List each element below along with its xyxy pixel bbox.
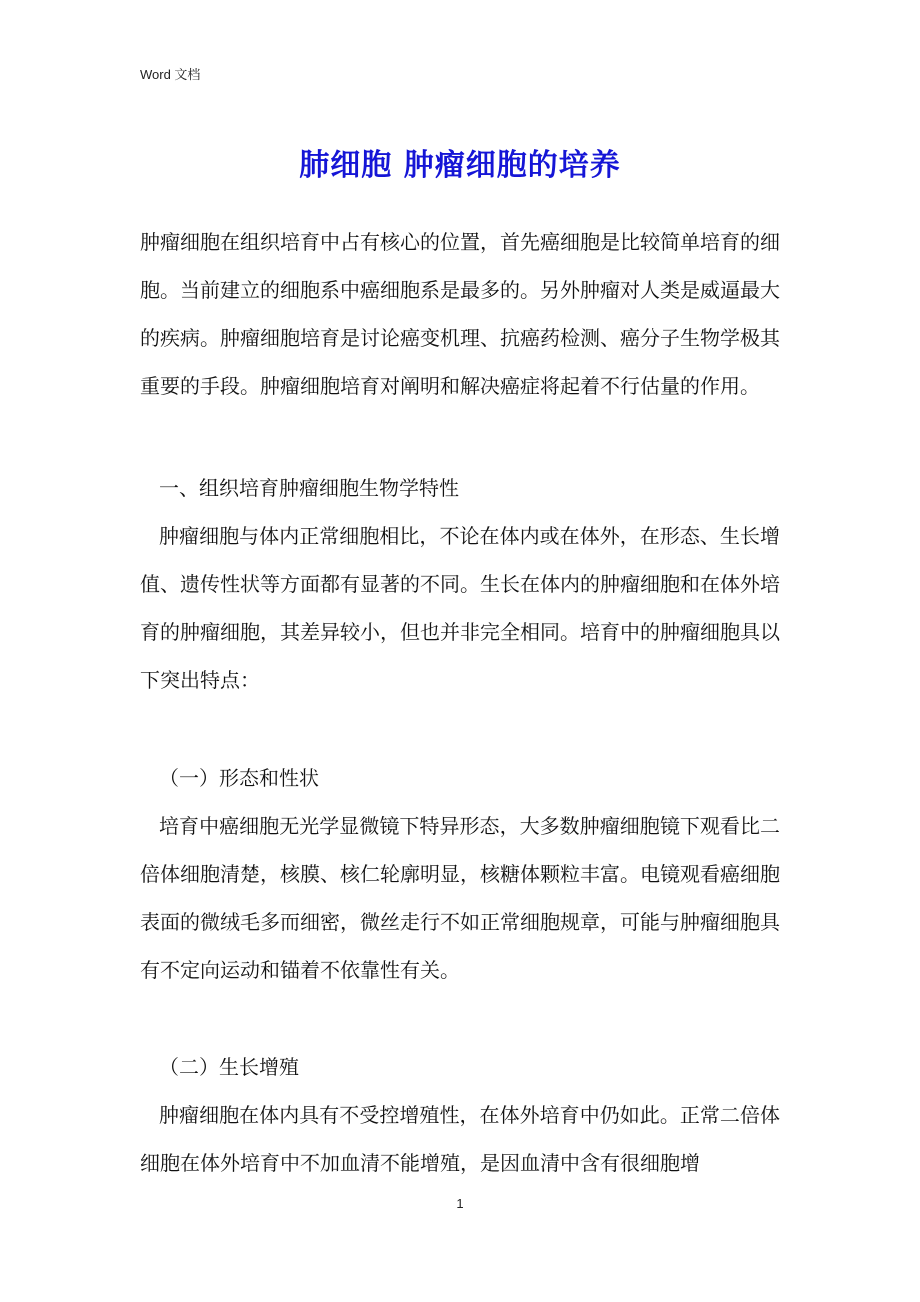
subsection-heading-text: （一）形态和性状 xyxy=(159,766,319,790)
section-heading-text: 一、组织培育肿瘤细胞生物学特性 xyxy=(159,476,459,500)
page-number: 1 xyxy=(456,1196,464,1211)
paragraph-intro xyxy=(140,218,780,410)
subsection-heading-2 xyxy=(140,1043,780,1091)
header-label: Word 文档 xyxy=(140,67,201,82)
section-heading-1 xyxy=(140,464,780,512)
paragraph-section-1 xyxy=(140,512,780,704)
paragraph-text: 培育中癌细胞无光学显微镜下特异形态，大多数肿瘤细胞镜下观看比二倍体细胞清楚，核膜、核仁轮廓明显，核糖体颗粒丰富。电镜观看癌细胞表面的微绒毛多而细密，微丝走行不如正常细胞规章，可能与肿瘤细胞具有不定向运动和锚着不依靠性有关。 xyxy=(140,814,780,982)
paragraph-growth xyxy=(140,1091,780,1187)
paragraph-text: 肿瘤细胞与体内正常细胞相比，不论在体内或在体外，在形态、生长增值、遗传性状等方面都有显著的不同。生长在体内的肿瘤细胞和在体外培育的肿瘤细胞，其差异较小，但也并非完全相同。培育中的肿瘤细胞具以下突出特点： xyxy=(140,524,780,692)
paragraph-morphology xyxy=(140,802,780,994)
paragraph-text: 肿瘤细胞在组织培育中占有核心的位置，首先癌细胞是比较简单培育的细胞。当前建立的细胞系中癌细胞系是最多的。另外肿瘤对人类是威逼最大的疾病。肿瘤细胞培育是讨论癌变机理、抗癌药检测、癌分子生物学极其重要的手段。肿瘤细胞培育对阐明和解决癌症将起着不行估量的作用。 xyxy=(140,230,780,398)
paragraph-text: 肿瘤细胞在体内具有不受控增殖性，在体外培育中仍如此。正常二倍体细胞在体外培育中不加血清不能增殖，是因血清中含有很细胞增 xyxy=(140,1103,780,1175)
document-title: 肺细胞 肿瘤细胞的培养 xyxy=(299,148,621,183)
subsection-heading-1 xyxy=(140,754,780,802)
subsection-heading-text: （二）生长增殖 xyxy=(159,1055,299,1079)
